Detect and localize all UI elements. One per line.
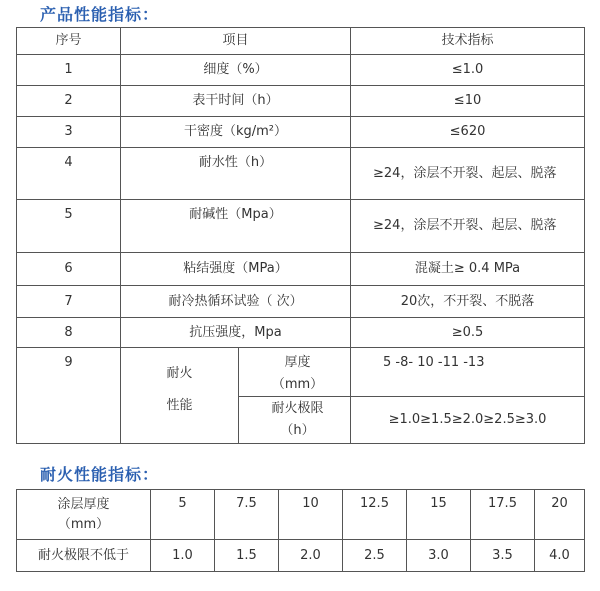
row-no: 6 (17, 253, 121, 286)
thickness-value: 12.5 (343, 490, 407, 540)
fire-group-label (121, 348, 239, 444)
thickness-value: 15 (407, 490, 471, 540)
product-spec-heading: 产品性能指标： (40, 5, 160, 24)
table-row (17, 318, 585, 348)
fire-limit-value: 1.0 (151, 540, 215, 572)
row-item: 粘结强度（MPa） (121, 253, 351, 286)
fire-limit-value: 3.0 (407, 540, 471, 572)
product-spec-table (16, 27, 585, 444)
row-item: 干密度（kg/m²） (121, 117, 351, 148)
row-item: 细度（%） (121, 55, 351, 86)
table-header-row (17, 28, 585, 55)
row-item: 耐水性（h） (121, 148, 351, 200)
fire-group-label-line2: 性能 (166, 398, 193, 413)
row-spec: 混凝土≥ 0.4 MPa (351, 253, 585, 286)
fire-limit-value: 2.0 (279, 540, 343, 572)
thickness-value: 7.5 (215, 490, 279, 540)
fire-limit-value: 3.5 (471, 540, 535, 572)
row-item: 抗压强度，Mpa (121, 318, 351, 348)
row-no: 9 (17, 348, 121, 444)
row-item: 耐碱性（Mpa） (121, 200, 351, 253)
fire-group-label-line1: 耐火 (166, 366, 193, 381)
fire-limit-value: 4.0 (535, 540, 585, 572)
fire-performance-heading: 耐火性能指标： (40, 465, 160, 484)
row-item: 耐冷热循环试验（ 次） (121, 286, 351, 318)
fire-limit-value: 2.5 (343, 540, 407, 572)
fire-limit-spec: ≥1.0≥1.5≥2.0≥2.5≥3.0 (351, 397, 585, 444)
row-no: 5 (17, 200, 121, 253)
header-spec: 技术指标 (351, 28, 585, 55)
fire-performance-table (16, 489, 585, 572)
row-item: 表干时间（h） (121, 86, 351, 117)
thickness-value: 17.5 (471, 490, 535, 540)
table-row (17, 148, 585, 200)
row-no: 3 (17, 117, 121, 148)
row-spec: ≥24，涂层不开裂、起层、脱落 (351, 148, 585, 200)
thickness-label: 厚度（mm） (239, 348, 351, 397)
row-spec: ≤1.0 (351, 55, 585, 86)
thickness-spec: 5 -8- 10 -11 -13 (351, 348, 585, 397)
fire-limit-label: 耐火极限（h） (239, 397, 351, 444)
thickness-value: 10 (279, 490, 343, 540)
table-row (17, 253, 585, 286)
fire-limit-value: 1.5 (215, 540, 279, 572)
table-row (17, 117, 585, 148)
table-row-fire-performance (17, 348, 585, 397)
fire-limit-row-label: 耐火极限不低于 (17, 540, 151, 572)
row-spec: ≥24，涂层不开裂、起层、脱落 (351, 200, 585, 253)
row-no: 2 (17, 86, 121, 117)
thickness-value: 20 (535, 490, 585, 540)
row-spec: ≤10 (351, 86, 585, 117)
row-spec: 20次，不开裂、不脱落 (351, 286, 585, 318)
table-row (17, 55, 585, 86)
row-spec: ≤620 (351, 117, 585, 148)
header-no: 序号 (17, 28, 121, 55)
table-row (17, 200, 585, 253)
header-item: 项目 (121, 28, 351, 55)
row-no: 4 (17, 148, 121, 200)
row-no: 8 (17, 318, 121, 348)
row-no: 1 (17, 55, 121, 86)
thickness-value: 5 (151, 490, 215, 540)
thickness-row (17, 490, 585, 540)
row-no: 7 (17, 286, 121, 318)
table-row (17, 86, 585, 117)
row-spec: ≥0.5 (351, 318, 585, 348)
thickness-row-label: 涂层厚度（mm） (17, 490, 151, 540)
fire-limit-row (17, 540, 585, 572)
table-row (17, 286, 585, 318)
